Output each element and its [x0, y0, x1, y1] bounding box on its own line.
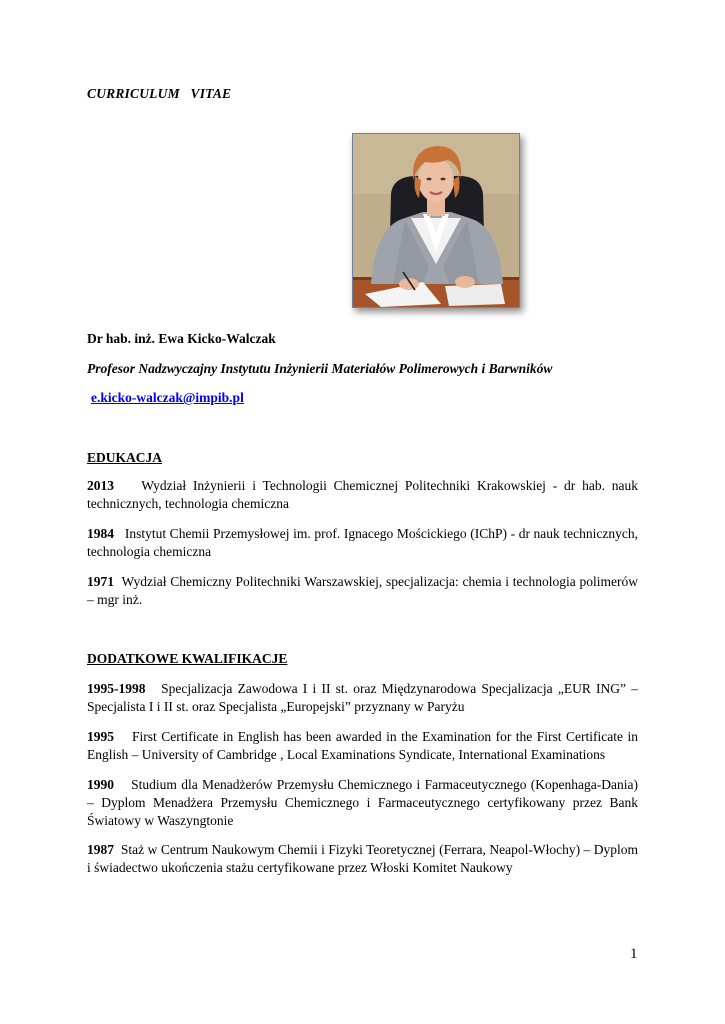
qualification-entry: [87, 680, 638, 716]
qualification-entry: [87, 776, 638, 830]
entry-text: Staż w Centrum Naukowym Chemii i Fizyki Teoretycznej (Ferrara, Neapol-Włochy) – Dyplom i świadectwo ukończenia stażu certyfikowane przez Włoski Komitet Naukowy: [87, 842, 639, 875]
entry-year: 1995: [87, 729, 114, 744]
document-title: CURRICULUM VITAE: [87, 86, 232, 101]
education-entry: [87, 477, 638, 513]
entry-year: 2013: [87, 478, 114, 493]
entry-text: Wydział Chemiczny Politechniki Warszawskiej, specjalizacja: chemia i technologia polimerów – mgr inż.: [87, 574, 639, 607]
person-name: Dr hab. inż. Ewa Kicko-Walczak: [87, 331, 276, 346]
section-heading-qualifications: DODATKOWE KWALIFIKACJE: [87, 651, 288, 666]
portrait-photo: [352, 133, 520, 308]
entry-text: First Certificate in English has been awarded in the Examination for the First Certificate in English – University of Cambridge , Local Examinations Syndicate, International Examinations: [87, 729, 639, 762]
entry-year: 1971: [87, 574, 114, 589]
education-entry: [87, 573, 638, 609]
entry-year: 1987: [87, 842, 114, 857]
section-heading-education: EDUKACJA: [87, 450, 163, 465]
entry-text: Specjalizacja Zawodowa I i II st. oraz Międzynarodowa Specjalizacja „EUR ING” – Specjalista I i II st. oraz Specjalista „Europejski” przyznany w Paryżu: [87, 681, 638, 714]
entry-year: 1995-1998: [87, 681, 146, 696]
entry-text: Wydział Inżynierii i Technologii Chemicznej Politechniki Krakowskiej - dr hab. nauk technicznych, technologia chemiczna: [87, 478, 638, 511]
entry-year: 1984: [87, 526, 114, 541]
email-link[interactable]: e.kicko-walczak@impib.pl: [91, 390, 244, 405]
person-position: Profesor Nadzwyczajny Instytutu Inżynierii Materiałów Polimerowych i Barwników: [87, 361, 553, 376]
entry-text: Instytut Chemii Przemysłowej im. prof. Ignacego Mościckiego (IChP) - dr nauk technicznych, technologia chemiczna: [87, 526, 638, 559]
qualification-entry: [87, 841, 638, 877]
page-number: 1: [630, 946, 638, 962]
entry-year: 1990: [87, 777, 114, 792]
qualification-entry: [87, 728, 638, 764]
education-entry: [87, 525, 638, 561]
entry-text: Studium dla Menadżerów Przemysłu Chemicznego i Farmaceutycznego (Kopenhaga-Dania) – Dyplom Menadżera Przemysłu Chemicznego i Farmaceutycznego certyfikowany przez Bank Światowy w Waszyngtonie: [87, 777, 638, 828]
